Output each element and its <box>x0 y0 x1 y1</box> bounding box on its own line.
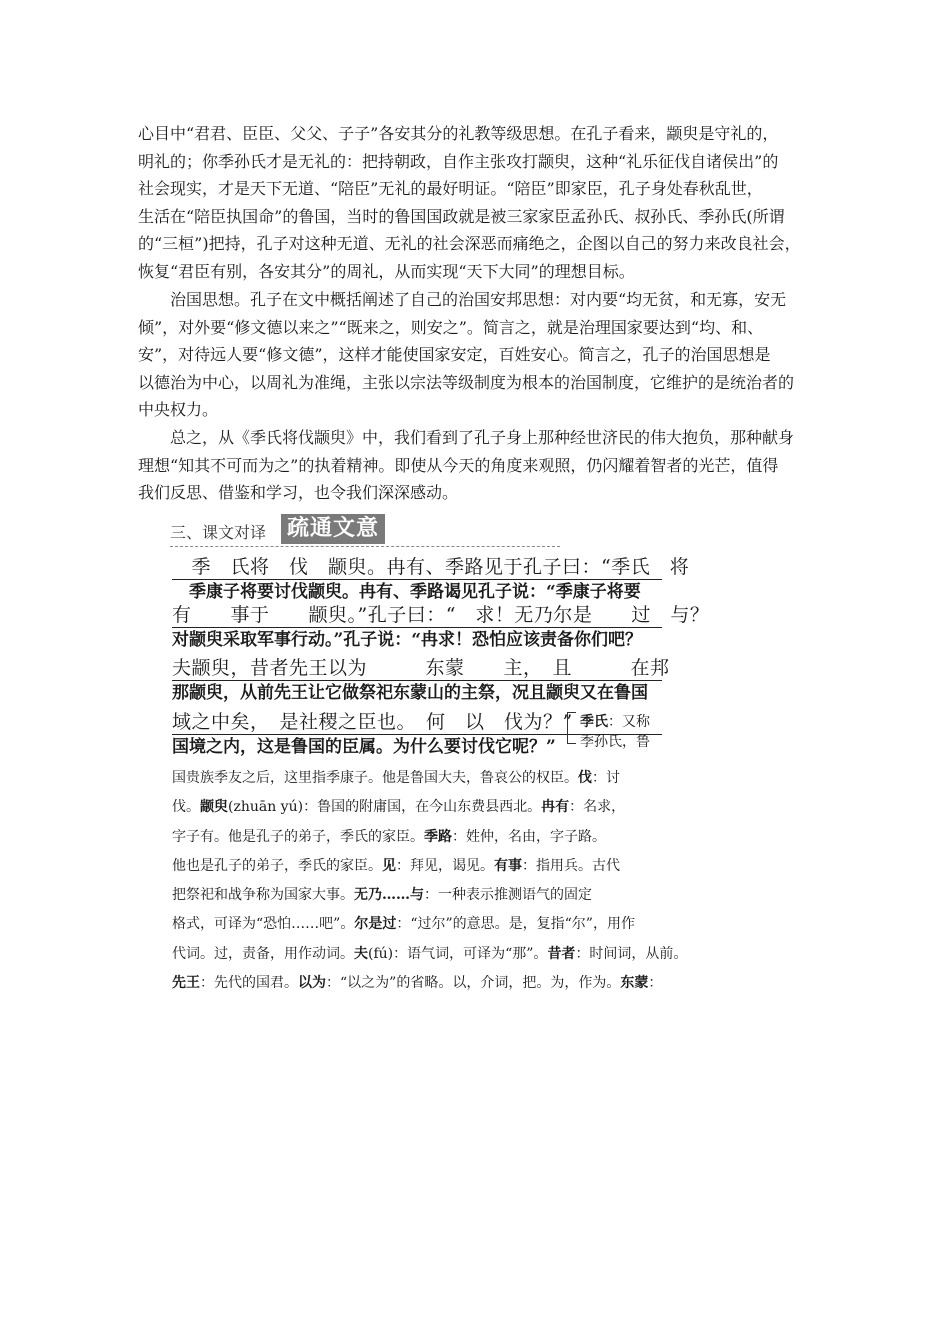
note-line <box>172 823 662 852</box>
annotation-notes <box>172 764 688 998</box>
note-text: ：先代的国君。 <box>200 975 298 992</box>
text-pair <box>172 555 690 603</box>
original-text: 夫颛臾，昔者先王以为 东蒙 主， 且 在邦 <box>172 657 670 679</box>
note-line <box>172 881 662 910</box>
note-line <box>172 852 662 881</box>
note-term: 见 <box>382 857 396 874</box>
text-line: 中央权力。 <box>138 400 219 420</box>
text-pair <box>172 603 710 651</box>
translation-text: 国境之内，这是鲁国的臣属。为什么要讨伐它呢？” <box>172 734 662 758</box>
text-line: 生活在“陪臣执国命”的鲁国，当时的鲁国国政就是被三家家臣孟孙氏、叔孙氏、季孙氏(所谓 <box>138 206 785 226</box>
text-line: 安”，对待远人要“修文德”，这样才能使国家安定，百姓安心。简言之，孔子的治国思想是 <box>138 345 771 365</box>
note-term: 冉有 <box>541 799 570 816</box>
note-term: 先王 <box>172 975 200 992</box>
note-text: (zhuān yú)：鲁国的附庸国，在今山东费县西北。 <box>228 799 542 816</box>
note-text: ：指用兵。古代 <box>522 857 620 874</box>
text-line: 社会现实，才是天下无道、“陪臣”无礼的最好明证。“陪臣”即家臣，孔子身处春秋乱世， <box>138 179 763 199</box>
translation-text: 那颛臾，从前先王让它做祭祀东蒙山的主祭，况且颛臾又在鲁国 <box>172 680 662 704</box>
note-text: 代词。过，责备，用作动词。 <box>172 945 354 962</box>
note-text: ：讨 <box>592 770 620 786</box>
note-text: 国贵族季友之后，这里指季康子。他是鲁国大夫，鲁哀公的权臣。 <box>172 770 578 786</box>
note-text: ：“过尔”的意思。是，复指“尔”，用作 <box>396 916 635 933</box>
note-text: 格式，可译为“恐怕……吧”。 <box>172 916 355 933</box>
note-bracket <box>567 712 576 744</box>
note-term: 有事 <box>494 857 522 874</box>
note-text: ：又称 <box>608 714 650 730</box>
note-line <box>172 764 662 793</box>
note-term: 东蒙 <box>620 975 649 992</box>
note-term: 昔者 <box>547 945 576 962</box>
note-line <box>172 910 662 939</box>
original-text: 有 事于 颛臾。”孔子曰：“ 求！无乃尔是 过 与？ <box>172 604 710 626</box>
text-line: 理想“知其不可而为之”的执着精神。即使从今天的角度来观照，仍闪耀着智者的光芒，值得 <box>138 455 779 475</box>
dashed-divider <box>170 546 560 547</box>
note-term: 无乃……与 <box>354 887 424 904</box>
note-term: 夫 <box>354 945 368 962</box>
note-line <box>172 969 662 998</box>
text-line: 的“三桓”)把持，孔子对这种无道、无礼的社会深恶而痛绝之，企图以自己的努力来改良社会， <box>138 234 801 254</box>
text-line: 明礼的；你季孙氏才是无礼的：把持朝政，自作主张攻打颛臾，这种“礼乐征伐自诸侯出”的 <box>138 151 779 171</box>
note-text: ：姓仲，名由，字子路。 <box>452 828 606 845</box>
text-line: 治国思想。孔子在文中概括阐述了自己的治国安邦思想：对内要“均无贫，和无寡，安无 <box>138 290 787 309</box>
note-term: 尔是过 <box>354 916 397 933</box>
text-pair <box>172 656 670 704</box>
original-text: 域之中矣， 是社稷之臣也。 何 以 伐为？” <box>172 711 573 733</box>
original-text: 季 氏将 伐 颛臾。冉有、季路见于孔子曰：“季氏 将 <box>172 556 690 578</box>
text-line: 心目中“君君、臣臣、父父、子子”各安其分的礼教等级思想。在孔子看来，颛臾是守礼的， <box>138 124 779 143</box>
text-line: 我们反思、借鉴和学习，也令我们深深感动。 <box>138 483 459 503</box>
text-line: 恢复“君臣有别，各安其分”的周礼，从而实现“天下大同”的理想目标。 <box>138 261 635 281</box>
body-paragraph-3 <box>138 424 838 507</box>
note-text: 季孙氏，鲁 <box>580 734 650 750</box>
note-line <box>172 940 688 969</box>
note-text: ： <box>648 975 663 992</box>
body-paragraph-1 <box>138 120 838 286</box>
note-text: 字子有。他是孔子的弟子，季氏的家臣。 <box>172 828 424 845</box>
text-line: 倾”，对外要“修文德以来之”“既来之，则安之”。简言之，就是治理国家要达到“均、和、 <box>138 317 764 337</box>
note-text: ：一种表示推测语气的固定 <box>424 887 592 904</box>
note-term: 颛臾 <box>200 799 228 816</box>
text-line: 以德治为中心，以周礼为准绳，主张以宗法等级制度为根本的治国制度，它维护的是统治者的 <box>138 372 795 392</box>
note-term: 以为 <box>298 975 326 992</box>
body-paragraph-2 <box>138 286 838 424</box>
text-line: 总之，从《季氏将伐颛臾》中，我们看到了孔子身上那种经世济民的伟大抱负，那种献身 <box>138 428 795 447</box>
note-term: 季路 <box>424 828 452 845</box>
translation-text: 对颛臾采取军事行动。”孔子说：“冉求！恐怕应该责备你们吧？ <box>172 627 662 651</box>
note-text: ：名求， <box>569 799 626 816</box>
note-text: 伐。 <box>172 799 200 816</box>
side-note <box>580 712 650 752</box>
note-text: 他也是孔子的弟子，季氏的家臣。 <box>172 857 382 874</box>
note-text: (fú)：语气词，可译为“那”。 <box>368 945 548 962</box>
note-text: 把祭祀和战争称为国家大事。 <box>172 887 354 904</box>
note-line <box>172 793 662 822</box>
section-highlight-badge: 疏通文意 <box>281 514 385 544</box>
note-text: ：“以之为”的省略。以，介词，把。为，作为。 <box>326 975 621 992</box>
translation-text: 季康子将要讨伐颛臾。冉有、季路谒见孔子说：“季康子将要 <box>172 579 662 603</box>
note-term: 季氏 <box>580 714 608 730</box>
note-text: ：时间词，从前。 <box>575 945 688 962</box>
section-label: 三、课文对译 <box>170 523 267 542</box>
section-heading <box>170 514 560 546</box>
note-term: 伐 <box>578 770 592 786</box>
note-text: ：拜见，谒见。 <box>396 857 494 874</box>
